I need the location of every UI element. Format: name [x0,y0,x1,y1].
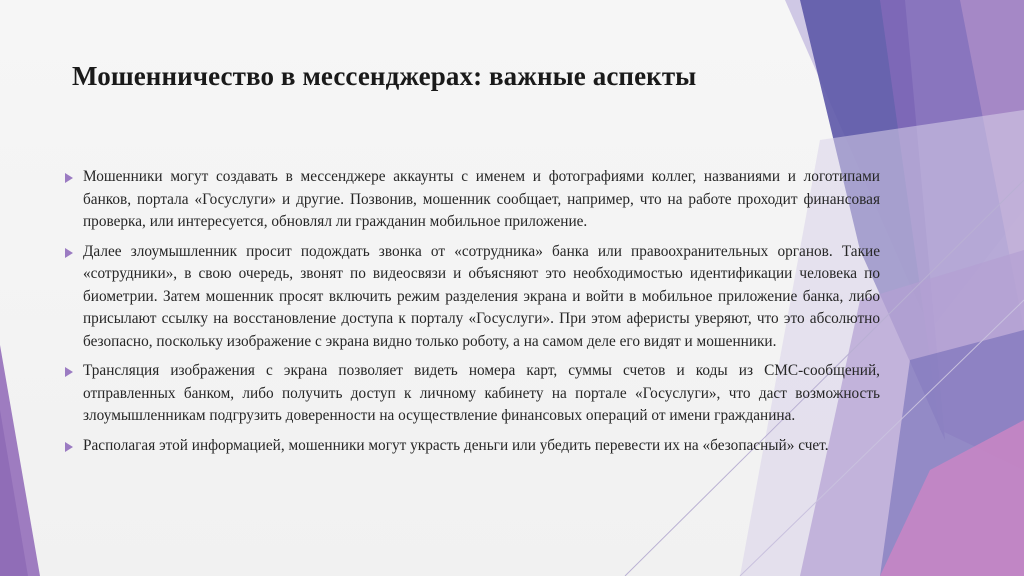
bullet-arrow-icon [65,173,73,183]
bullet-arrow-icon [65,367,73,377]
bullet-text: Трансляция изображения с экрана позволяет видеть номера карт, суммы счетов и коды из СМС-сообщений, отправленных банком, либо получить доступ к личному кабинету на портале «Госуслуги», что даст возможность злоумышленникам подгрузить доверенности на осуществление финансовых операций от имени гражданина. [83,362,880,424]
bullet-arrow-icon [65,442,73,452]
slide-title: Мошенничество в мессенджерах: важные аспекты [72,61,697,91]
bullet-item [62,166,880,234]
bullet-item [62,241,880,354]
bullet-item [62,360,880,428]
bullet-text: Располагая этой информацией, мошенники могут украсть деньги или убедить перевести их на «безопасный» счет. [83,436,829,454]
bullet-arrow-icon [65,248,73,258]
bullet-list [62,166,880,464]
bullet-item [62,435,880,458]
bullet-text: Мошенники могут создавать в мессенджере аккаунты с именем и фотографиями коллег, названиями и логотипами банков, портала «Госуслуги» и другие. Позвонив, мошенник сообщает, например, что на работе проходит финансовая проверка, или интересуется, обновлял ли гражданин мобильное приложение. [83,168,880,230]
bullet-text: Далее злоумышленник просит подождать звонка от «сотрудника» банка или правоохранительных органов. Такие «сотрудники», в свою очередь, звонят по видеосвязи и объясняют это необходимостью идентификации человека по биометрии. Затем мошенник просят включить режим разделения экрана и войти в мобильное приложение банка, либо присылают ссылку на восстановление доступа к порталу «Госуслуги». При этом аферисты уверяют, что это абсолютно безопасно, поскольку изображение с экрана видно только роботу, а на самом деле его видят и мошенники. [83,242,880,350]
